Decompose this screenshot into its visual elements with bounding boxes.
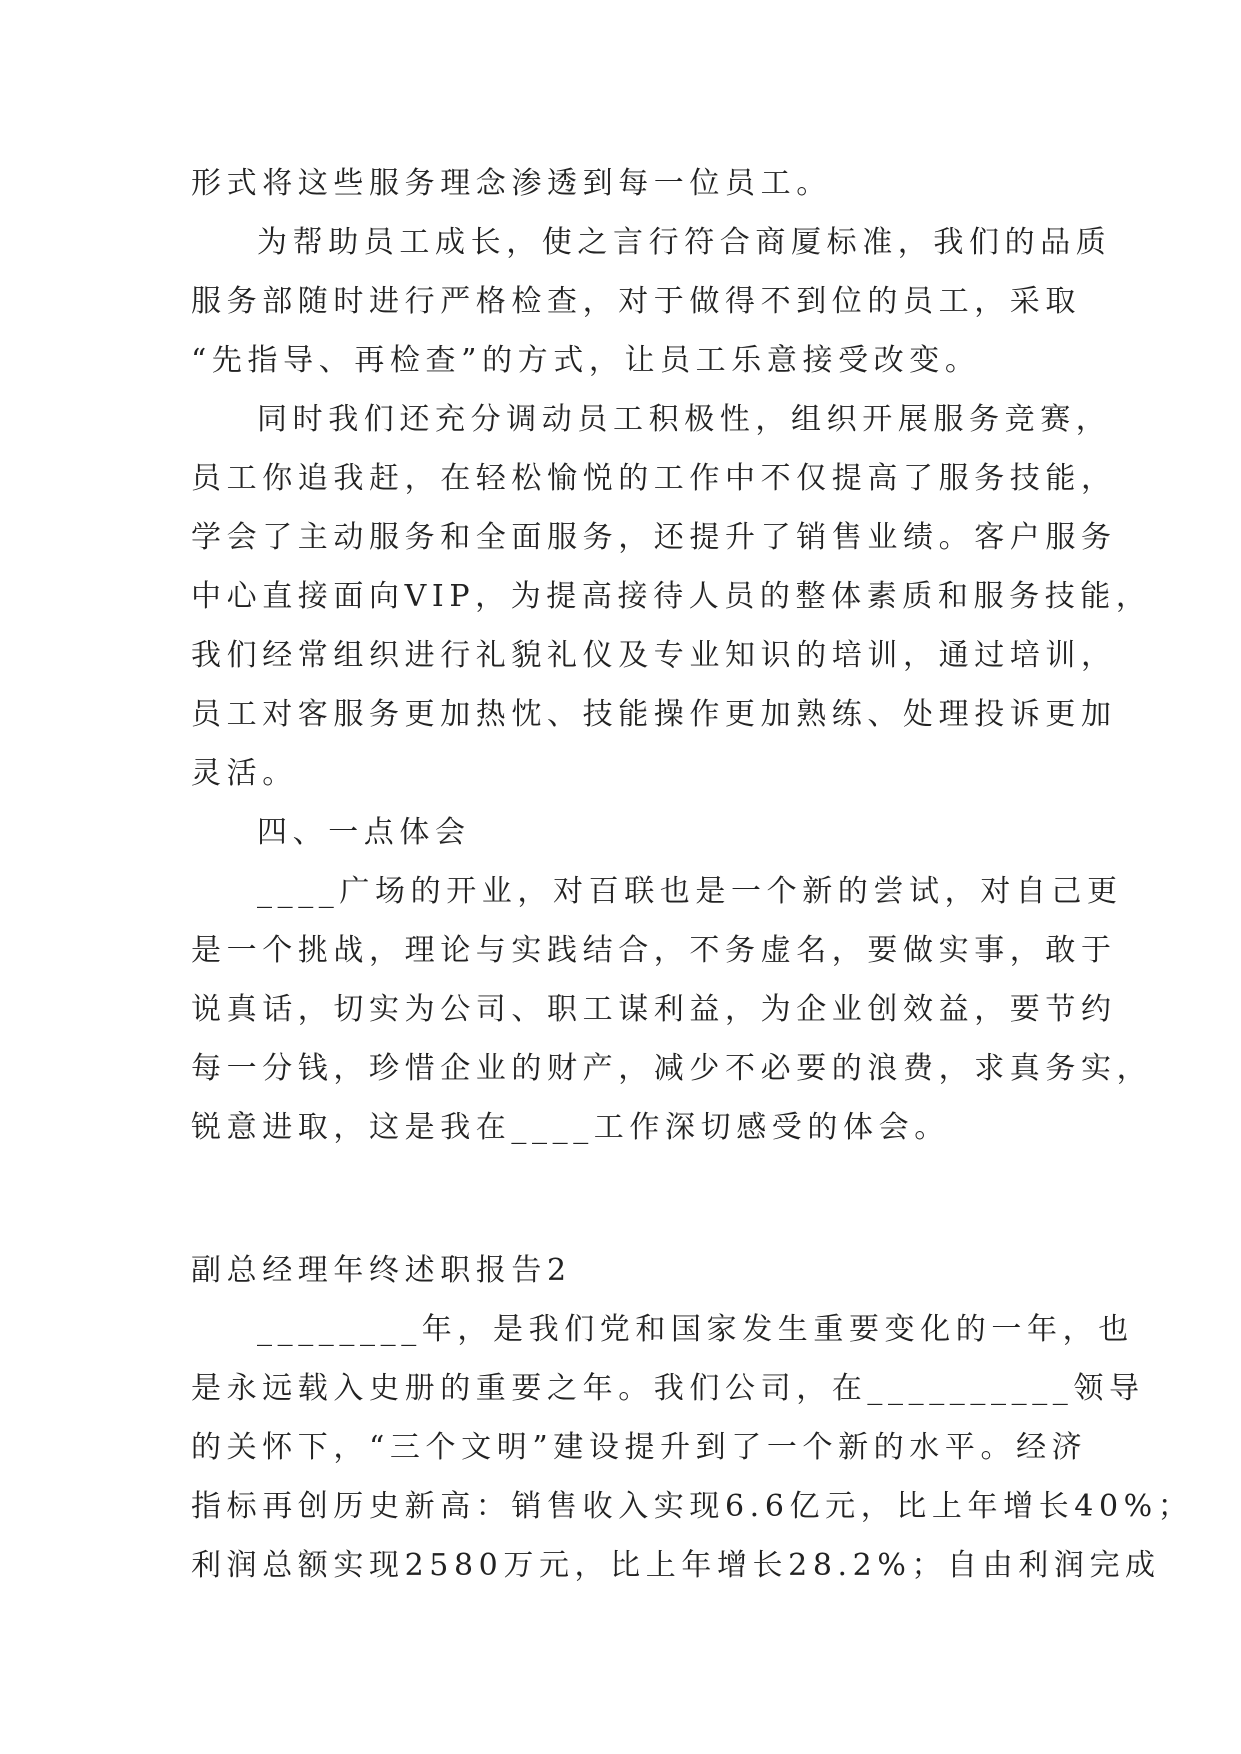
paragraph-line: ____广场的开业，对百联也是一个新的尝试，对自己更 (257, 874, 1123, 909)
document-body (191, 154, 1194, 1595)
section-title: 副总经理年终述职报告2 (191, 1253, 572, 1288)
paragraph-line: 我们经常组织进行礼貌礼仪及专业知识的培训，通过培训， (191, 638, 1117, 673)
paragraph-line: 利润总额实现2580万元，比上年增长28.2%；自由利润完成 (191, 1548, 1161, 1583)
paragraph-line: 员工你追我赶，在轻松愉悦的工作中不仅提高了服务技能， (191, 461, 1117, 496)
paragraph-line: 形式将这些服务理念渗透到每一位员工。 (191, 166, 832, 201)
paragraph-line: 每一分钱，珍惜企业的财产，减少不必要的浪费，求真务实， (191, 1051, 1153, 1086)
paragraph-line: 指标再创历史新高：销售收入实现6.6亿元，比上年增长40%； (191, 1489, 1194, 1524)
section-gap (191, 1157, 1071, 1241)
paragraph-line: 是一个挑战，理论与实践结合，不务虚名，要做实事，敢于 (191, 933, 1117, 968)
subheading: 四、一点体会 (257, 815, 471, 850)
paragraph-line: 同时我们还充分调动员工积极性，组织开展服务竞赛， (257, 402, 1112, 437)
paragraph-line: 服务部随时进行严格检查，对于做得不到位的员工，采取 (191, 284, 1081, 319)
paragraph-line: “先指导、再检查”的方式，让员工乐意接受改变。 (191, 343, 981, 378)
paragraph-line: 灵活。 (191, 756, 298, 791)
paragraph-line: 员工对客服务更加热忱、技能操作更加熟练、处理投诉更加 (191, 697, 1117, 732)
paragraph-line: 是永远载入史册的重要之年。我们公司，在__________领导 (191, 1371, 1145, 1406)
paragraph-line: 中心直接面向VIP，为提高接待人员的整体素质和服务技能， (191, 579, 1152, 614)
paragraph-line: 锐意进取，这是我在____工作深切感受的体会。 (191, 1110, 950, 1145)
paragraph-line: 学会了主动服务和全面服务，还提升了销售业绩。客户服务 (191, 520, 1117, 555)
paragraph-line: 说真话，切实为公司、职工谋利益，为企业创效益，要节约 (191, 992, 1117, 1027)
paragraph-line: 的关怀下，“三个文明”建设提升到了一个新的水平。经济 (191, 1430, 1088, 1465)
paragraph-line: 为帮助员工成长，使之言行符合商厦标准，我们的品质 (257, 225, 1112, 260)
paragraph-line: ________年，是我们党和国家发生重要变化的一年，也 (257, 1312, 1134, 1347)
